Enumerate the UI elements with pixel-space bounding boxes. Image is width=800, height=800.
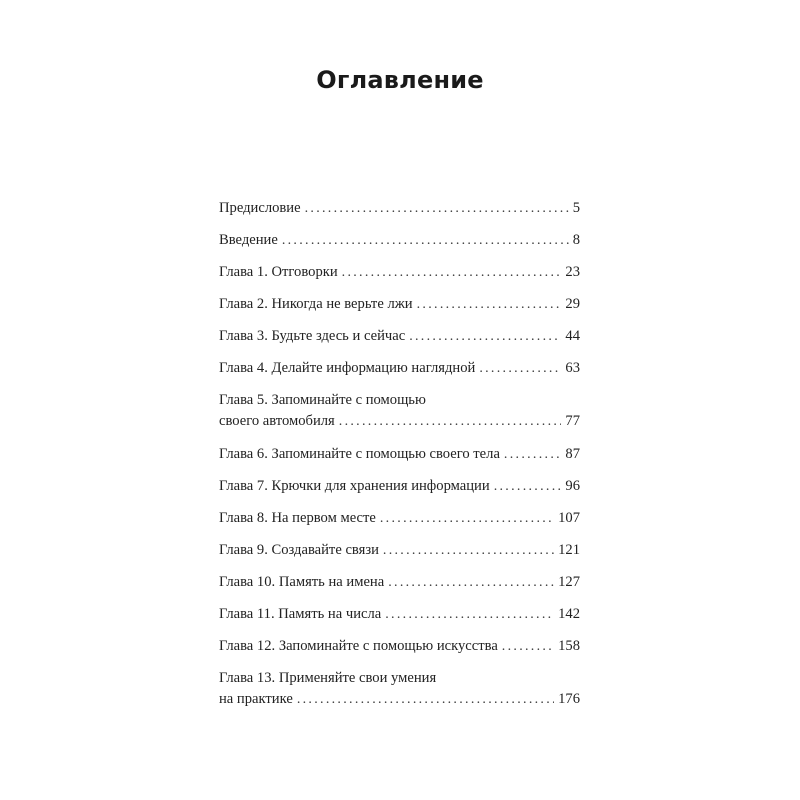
toc-entry-chapter-12 (219, 636, 580, 657)
toc-page-number: 29 (565, 296, 580, 312)
toc-page-number: 176 (558, 691, 580, 707)
toc-page-number: 127 (558, 574, 580, 590)
toc-entry-title: Глава 6. Запоминайте с помощью своего тела (219, 446, 500, 462)
toc-page-number: 107 (558, 510, 580, 526)
dot-leader (385, 604, 554, 625)
dot-leader (409, 326, 561, 347)
toc-entry-title: Глава 1. Отговорки (219, 264, 338, 280)
toc-entry-title: своего автомобиля (219, 413, 335, 429)
toc-entry-chapter-1 (219, 262, 580, 283)
toc-entry-title-first-line: Глава 13. Применяйте свои умения (219, 670, 437, 686)
toc-entry-chapter-13 (219, 668, 580, 710)
toc-entry-chapter-4 (219, 358, 580, 379)
toc-page-number: 77 (565, 413, 580, 429)
toc-entry-title: Глава 8. На первом месте (219, 510, 376, 526)
dot-leader (504, 444, 561, 465)
toc-page-number: 121 (558, 542, 580, 558)
toc-entry-title: Глава 10. Память на имена (219, 574, 385, 590)
toc-entry-title: Глава 2. Никогда не верьте лжи (219, 296, 413, 312)
toc-entry-title: Глава 12. Запоминайте с помощью искусства (219, 638, 498, 654)
toc-entry-title: Глава 9. Создавайте связи (219, 542, 379, 558)
table-of-contents (219, 198, 580, 722)
dot-leader (305, 198, 569, 219)
dot-leader (417, 294, 562, 315)
toc-page-number: 5 (572, 200, 580, 216)
toc-entry-chapter-5 (219, 390, 580, 432)
toc-entry-preface (219, 198, 580, 219)
toc-entry-title: на практике (219, 691, 293, 707)
toc-entry-chapter-9 (219, 540, 580, 561)
toc-entry-chapter-8 (219, 508, 580, 529)
toc-page-number: 142 (558, 606, 580, 622)
toc-page-number: 96 (565, 478, 580, 494)
dot-leader (282, 230, 569, 251)
toc-entry-chapter-7 (219, 476, 580, 497)
toc-page-number: 158 (558, 638, 580, 654)
toc-page-number: 8 (572, 232, 580, 248)
dot-leader (502, 636, 554, 657)
toc-entry-chapter-10 (219, 572, 580, 593)
dot-leader (339, 411, 562, 432)
dot-leader (388, 572, 554, 593)
toc-entry-title-first-line: Глава 5. Запоминайте с помощью (219, 392, 426, 408)
toc-entry-chapter-3 (219, 326, 580, 347)
toc-entry-chapter-6 (219, 444, 580, 465)
toc-page-number: 87 (565, 446, 580, 462)
toc-entry-title: Предисловие (219, 200, 301, 216)
toc-entry-title: Глава 3. Будьте здесь и сейчас (219, 328, 406, 344)
toc-page-number: 44 (565, 328, 580, 344)
toc-entry-introduction (219, 230, 580, 251)
dot-leader (479, 358, 561, 379)
toc-entry-title: Глава 7. Крючки для хранения информации (219, 478, 490, 494)
toc-entry-chapter-2 (219, 294, 580, 315)
toc-entry-chapter-11 (219, 604, 580, 625)
dot-leader (342, 262, 562, 283)
dot-leader (383, 540, 554, 561)
toc-page-number: 63 (565, 360, 580, 376)
toc-entry-title: Введение (219, 232, 278, 248)
dot-leader (494, 476, 562, 497)
dot-leader (380, 508, 554, 529)
toc-page-number: 23 (565, 264, 580, 280)
dot-leader (297, 689, 554, 710)
toc-entry-title: Глава 4. Делайте информацию наглядной (219, 360, 476, 376)
toc-entry-title: Глава 11. Память на числа (219, 606, 382, 622)
page-title: Оглавление (316, 66, 484, 94)
